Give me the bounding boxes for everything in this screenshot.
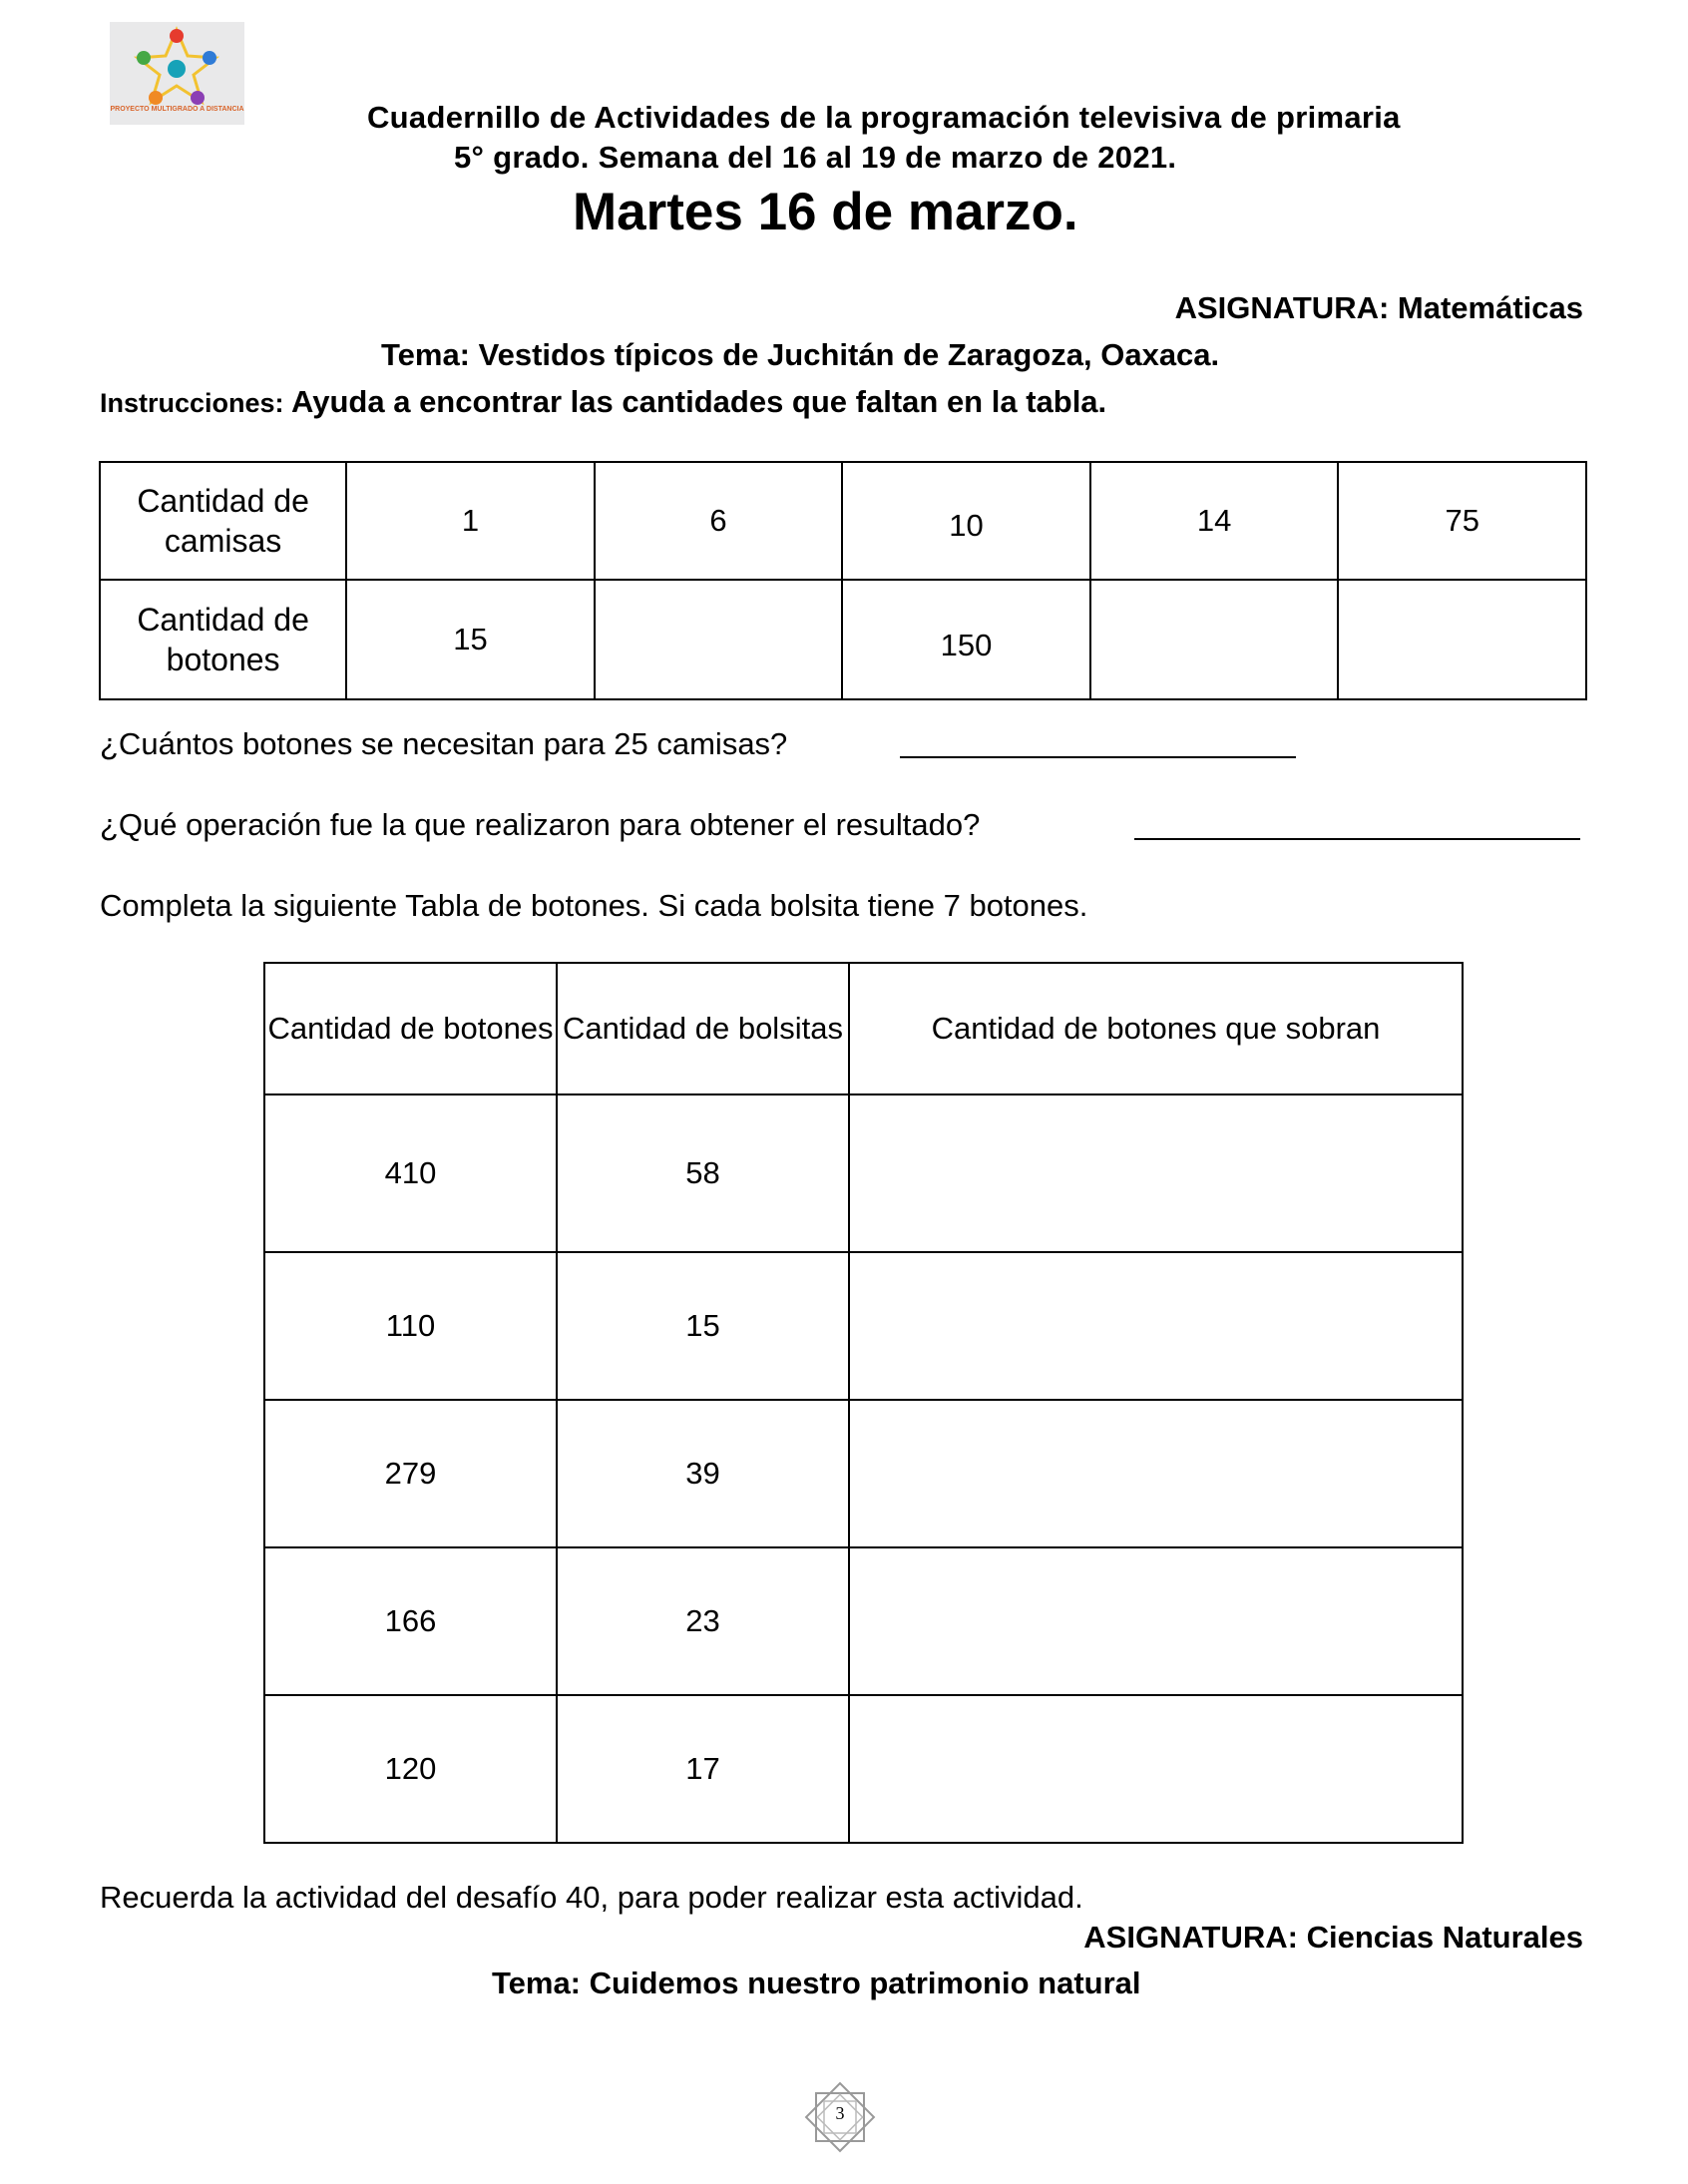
- table-row: [264, 1252, 1463, 1400]
- question-25-shirts: ¿Cuántos botones se necesitan para 25 camisas?: [100, 726, 788, 761]
- table-cell: 17: [557, 1695, 849, 1843]
- table-cell: 1: [346, 462, 595, 580]
- table-cell: 75: [1338, 462, 1586, 580]
- day-title: Martes 16 de marzo.: [573, 183, 1078, 241]
- table-cell: 14: [1090, 462, 1339, 580]
- table-row: [264, 1547, 1463, 1695]
- logo: [110, 22, 244, 125]
- question-operation: ¿Qué operación fue la que realizaron para obtener el resultado?: [100, 807, 981, 842]
- subject-heading: ASIGNATURA: Matemáticas: [1174, 290, 1583, 325]
- bags-instructions: Completa la siguiente Tabla de botones. Si cada bolsita tiene 7 botones.: [100, 888, 1088, 923]
- answer-cell[interactable]: [849, 1094, 1463, 1252]
- shirts-buttons-table: [99, 461, 1587, 700]
- table-cell: 39: [557, 1400, 849, 1547]
- topic-heading: Tema: Vestidos típicos de Juchitán de Zaragoza, Oaxaca.: [381, 337, 1220, 372]
- answer-cell[interactable]: [849, 1400, 1463, 1547]
- bags-table: [263, 962, 1464, 1844]
- table-cell: 150: [842, 580, 1090, 699]
- table-cell: 410: [264, 1094, 557, 1252]
- header-bags: Cantidad de bolsitas: [557, 963, 849, 1094]
- star-people-logo-icon: [110, 22, 244, 112]
- table-row: [100, 580, 1586, 699]
- row-header-buttons: Cantidad de botones: [100, 580, 346, 699]
- table-cell: 120: [264, 1695, 557, 1843]
- table-header-row: [264, 963, 1463, 1094]
- answer-line-2[interactable]: [1134, 838, 1580, 840]
- table-row: [264, 1695, 1463, 1843]
- answer-cell[interactable]: [849, 1252, 1463, 1400]
- table-row: [264, 1094, 1463, 1252]
- instructions-label: Instrucciones:: [100, 388, 284, 418]
- table-cell: 10: [842, 462, 1090, 580]
- table-cell: 110: [264, 1252, 557, 1400]
- page-number-badge: [800, 2077, 880, 2157]
- booklet-title: Cuadernillo de Actividades de la programación televisiva de primaria: [367, 100, 1401, 135]
- table-cell: 166: [264, 1547, 557, 1695]
- grade-week: 5° grado. Semana del 16 al 19 de marzo de 2021.: [454, 140, 1177, 175]
- table-cell: 6: [595, 462, 842, 580]
- table-row: [100, 462, 1586, 580]
- table-cell: 23: [557, 1547, 849, 1695]
- table-row: [264, 1400, 1463, 1547]
- reminder-text: Recuerda la actividad del desafío 40, para poder realizar esta actividad.: [100, 1880, 1083, 1915]
- subject-heading-2: ASIGNATURA: Ciencias Naturales: [1083, 1920, 1583, 1955]
- answer-line-1[interactable]: [900, 756, 1296, 758]
- table-cell: 15: [346, 580, 595, 699]
- instructions: [100, 384, 1106, 420]
- row-header-shirts: Cantidad de camisas: [100, 462, 346, 580]
- table-cell: 279: [264, 1400, 557, 1547]
- header-buttons: Cantidad de botones: [264, 963, 557, 1094]
- page-number: 3: [835, 2103, 845, 2123]
- topic-heading-2: Tema: Cuidemos nuestro patrimonio natural: [492, 1966, 1141, 2000]
- answer-cell[interactable]: [1090, 580, 1339, 699]
- answer-cell[interactable]: [1338, 580, 1586, 699]
- answer-cell[interactable]: [849, 1547, 1463, 1695]
- table-cell: 15: [557, 1252, 849, 1400]
- table-cell: 58: [557, 1094, 849, 1252]
- header-leftover: Cantidad de botones que sobran: [849, 963, 1463, 1094]
- answer-cell[interactable]: [849, 1695, 1463, 1843]
- instructions-text: Ayuda a encontrar las cantidades que faltan en la tabla.: [283, 384, 1107, 419]
- answer-cell[interactable]: [595, 580, 842, 699]
- logo-caption: PROYECTO MULTIGRADO A DISTANCIA: [110, 106, 244, 113]
